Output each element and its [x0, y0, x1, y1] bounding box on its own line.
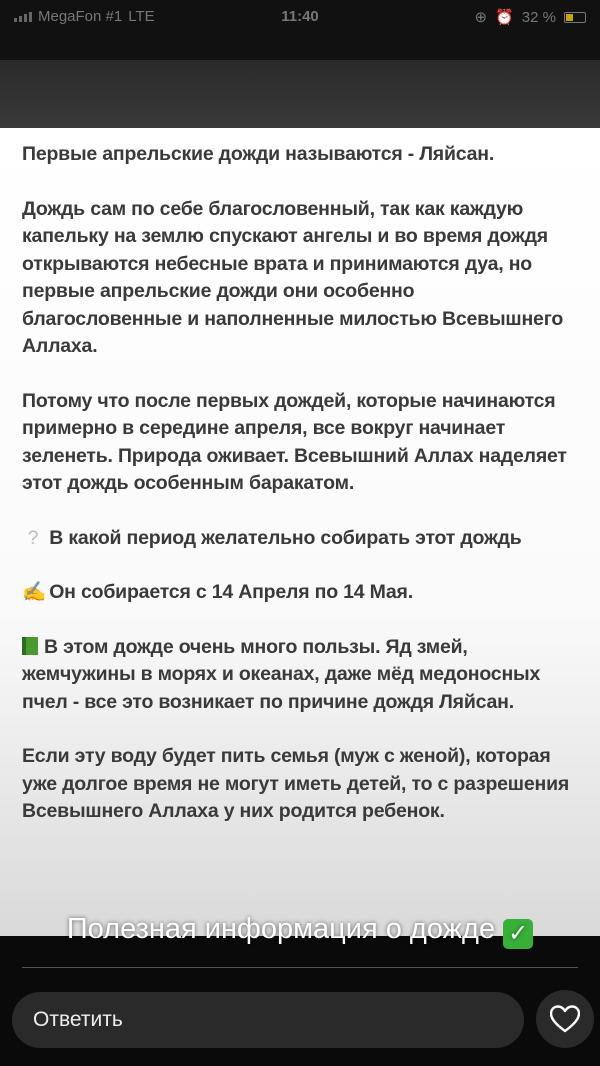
story-paragraph: Если эту воду будет пить семья (муж с женой), которая уже долгое время не могут иметь детей, то с разрешения Всевышнего Аллаха у них родится ребенок. [22, 745, 570, 822]
battery-icon [564, 12, 586, 23]
reply-placeholder: Ответить [33, 1008, 123, 1031]
story-paragraph: Первые апрельские дожди называются - Ляйсан. [22, 143, 495, 165]
green-book-icon [22, 637, 38, 655]
story-background [0, 60, 600, 130]
story-caption [0, 906, 600, 952]
benefit-text: В этом дожде очень много пользы. Яд змей, жемчужины в морях и океанах, даже мёд медоносных пчел - все это возникает по причине дождя Ляйсан. [22, 635, 541, 713]
question-text: В какой период желательно собирать этот дождь [49, 526, 522, 549]
status-bar [0, 0, 600, 60]
network-type: LTE [128, 8, 155, 25]
writing-hand-icon: ✍ [22, 581, 47, 603]
orientation-lock-icon: ⊕ [474, 9, 488, 26]
story-paragraph-benefit [22, 634, 578, 717]
status-right [475, 8, 586, 26]
heart-icon [550, 1005, 580, 1033]
check-mark-icon: ✓ [503, 919, 533, 949]
story-paragraph-answer [22, 579, 578, 607]
caption-text: Полезная информация о дожде [66, 913, 496, 945]
story-image [0, 128, 600, 936]
story-paragraph: Потому что после первых дождей, которые начинаются примерно в середине апреля, все вокруг начинает зеленеть. Природа оживает. Всевышний Аллах наделяет этот дождь особенным баракатом. [22, 389, 567, 494]
battery-percent: 32 % [521, 8, 556, 26]
story-paragraph: Дождь сам по себе благословенный, так как каждую капельку на землю спускают ангелы и во время дождя открываются небесные врата и принимаются дуа, но первые апрельские дожди они особенно благословенные и наполненные милостью Всевышнего Аллаха. [22, 197, 564, 357]
clock: 11:40 [281, 8, 319, 25]
question-icon: ? [27, 526, 39, 549]
answer-text: Он собирается с 14 Апреля по 14 Мая. [49, 581, 413, 603]
reply-input[interactable] [12, 992, 524, 1048]
story-paragraph-question [22, 525, 578, 553]
like-button[interactable] [536, 990, 594, 1048]
alarm-icon: ⏰ [495, 9, 514, 26]
divider [22, 967, 578, 968]
carrier-name: MegaFon #1 [38, 8, 123, 25]
